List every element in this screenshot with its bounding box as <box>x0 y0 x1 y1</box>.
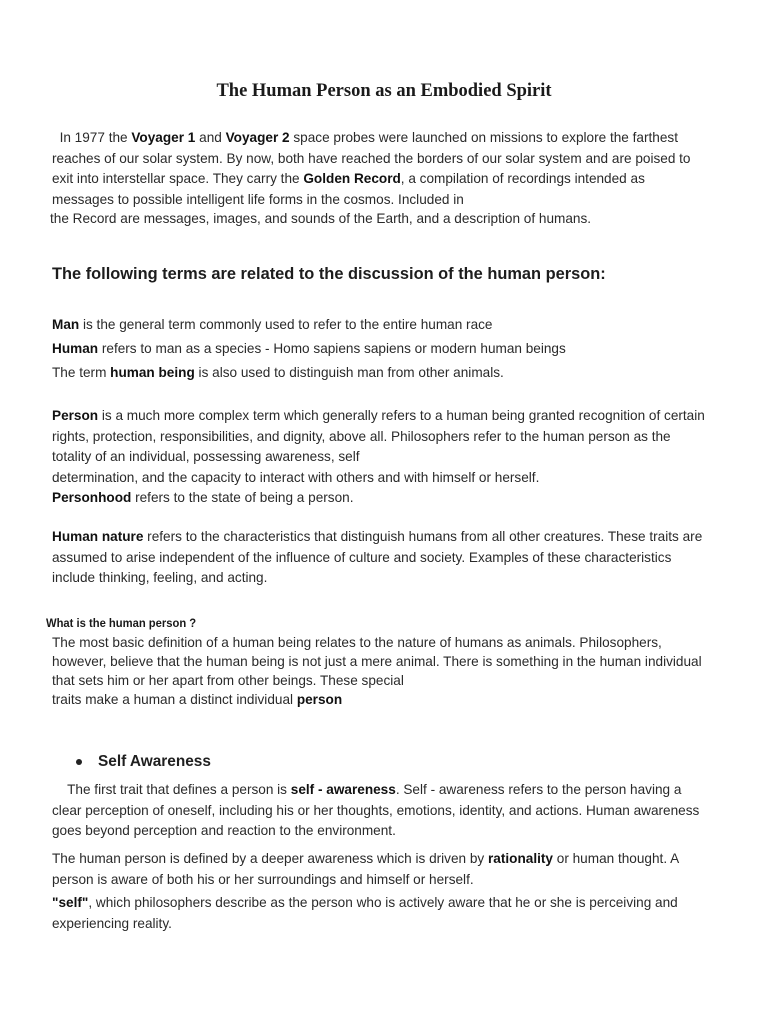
self2-line-1: The human person is defined by a deeper awareness which is driven by rationality or human thought. A <box>52 851 680 866</box>
intro-line-3: exit into interstellar space. They carry the Golden Record, a compilation of recordings intended as <box>52 171 645 186</box>
what-line-4: traits make a human a distinct individual person <box>52 692 343 707</box>
nature-line-1: Human nature refers to the characteristics that distinguish humans from all other creatures. These traits are <box>52 529 703 544</box>
intro-line-1: In 1977 the Voyager 1 and Voyager 2 space probes were launched on missions to explore the farthest <box>59 130 678 145</box>
nature-line-2: assumed to arise independent of the influence of culture and society. Examples of these characteristics <box>52 549 672 565</box>
self1-line-3: goes beyond perception and reaction to the environment. <box>52 823 396 838</box>
term-human: Human refers to man as a species - Homo sapiens sapiens or modern human beings <box>52 341 566 356</box>
what-line-1: The most basic definition of a human being relates to the nature of humans as animals. Philosophers, <box>52 635 662 650</box>
self3-line-1: "self", which philosophers describe as the person who is actively aware that he or she is perceiving and <box>52 895 678 910</box>
self1-line-1: The first trait that defines a person is self - awareness. Self - awareness refers to the person having a <box>67 782 682 797</box>
bullet-icon <box>76 759 82 765</box>
self-awareness-bullet <box>76 753 211 771</box>
terms-paragraph <box>52 313 732 385</box>
nature-line-3: include thinking, feeling, and acting. <box>52 570 268 585</box>
person-line-1: Person is a much more complex term which generally refers to a human being granted recognition of certain <box>52 408 705 423</box>
intro-line-5: the Record are messages, images, and sounds of the Earth, and a description of humans. <box>50 210 592 226</box>
terms-heading: The following terms are related to the discussion of the human person: <box>52 265 606 283</box>
term-man: Man is the general term commonly used to refer to the entire human race <box>52 317 493 332</box>
what-line-2: however, believe that the human being is not just a mere animal. There is something in the human individual <box>52 654 702 669</box>
intro-paragraph <box>52 128 732 229</box>
document-title: The Human Person as an Embodied Spirit <box>216 81 552 101</box>
person-line-2: rights, protection, responsibilities, and dignity, above all. Philosophers refer to the human person as the <box>52 428 671 444</box>
term-human-being: The term human being is also used to distinguish man from other animals. <box>52 365 504 380</box>
self-awareness-heading: Self Awareness <box>98 753 211 770</box>
what-paragraph <box>52 633 732 709</box>
personhood-line: Personhood refers to the state of being a person. <box>52 490 354 505</box>
self-awareness-paragraph-3 <box>52 892 732 934</box>
person-line-3: totality of an individual, possessing awareness, self <box>52 449 360 464</box>
self-awareness-paragraph-2 <box>52 849 732 890</box>
self1-line-2: clear perception of oneself, including his or her thoughts, emotions, identity, and actions. Human awareness <box>52 802 700 818</box>
person-line-4: determination, and the capacity to interact with others and with himself or herself. <box>52 469 540 485</box>
self2-line-2: person is aware of both his or her surroundings and himself or herself. <box>52 871 474 887</box>
what-heading: What is the human person ? <box>46 616 197 630</box>
what-line-3: that sets him or her apart from other beings. These special <box>52 673 404 688</box>
self3-line-2: experiencing reality. <box>52 916 172 931</box>
human-nature-paragraph <box>52 527 732 589</box>
self-awareness-paragraph-1 <box>52 780 732 842</box>
person-paragraph <box>52 406 732 507</box>
intro-line-2: reaches of our solar system. By now, both have reached the borders of our solar system and are poised to <box>52 150 691 166</box>
intro-line-4: messages to possible intelligent life forms in the cosmos. Included in <box>52 191 464 207</box>
